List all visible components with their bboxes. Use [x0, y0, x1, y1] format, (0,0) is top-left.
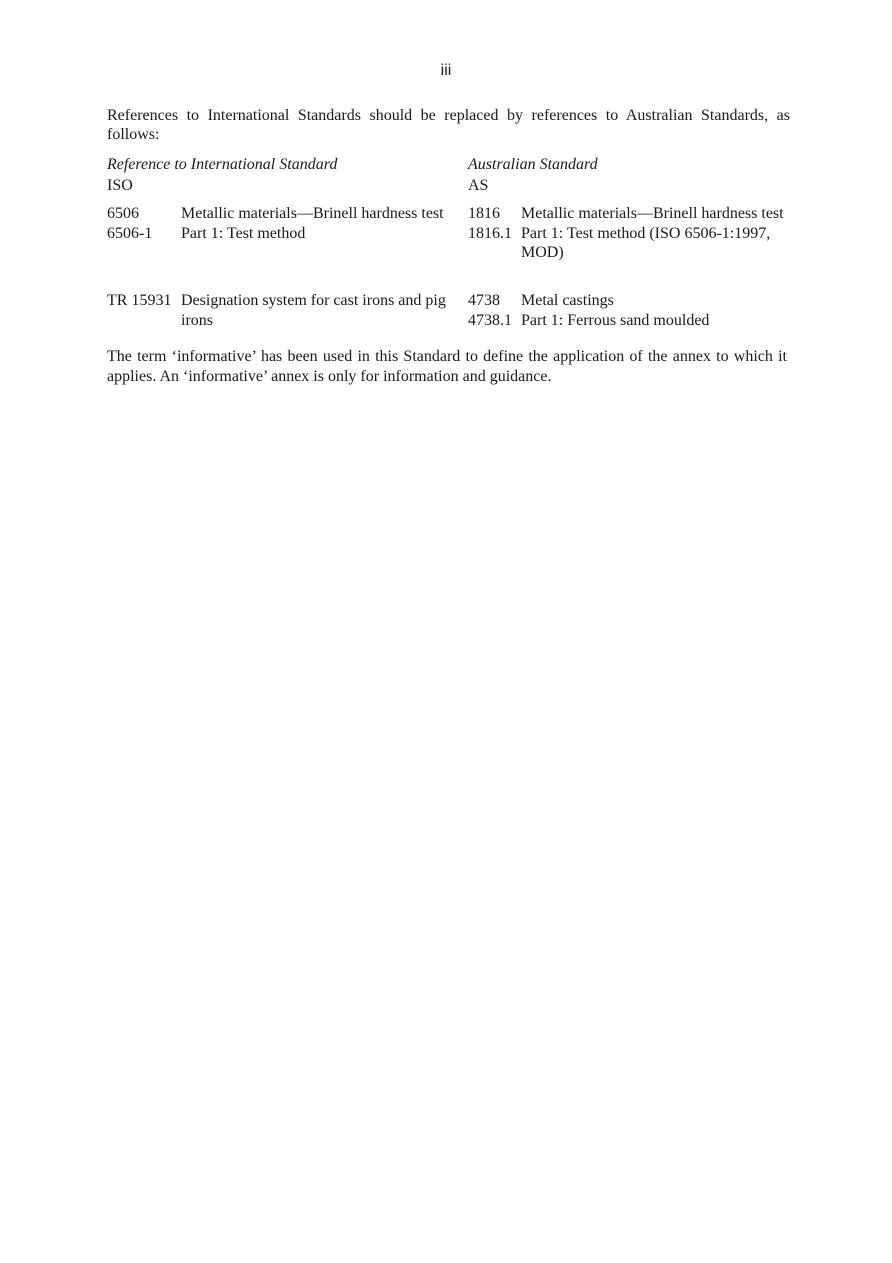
iso-code: 6506-1 — [107, 224, 153, 242]
iso-entry — [107, 224, 452, 244]
iso-entry — [107, 291, 452, 330]
iso-column-heading — [107, 154, 467, 196]
as-title: Part 1: Ferrous sand moulded — [521, 311, 710, 329]
as-entry — [468, 291, 798, 311]
as-entry — [468, 311, 798, 331]
as-code: 1816.1 — [468, 224, 512, 242]
as-references — [468, 291, 798, 330]
as-code: 4738 — [468, 292, 500, 309]
iso-title: Designation system for cast irons and pig irons — [181, 292, 446, 329]
as-title: Part 1: Test method (ISO 6506-1:1997, MOD) — [521, 224, 771, 261]
as-entry — [468, 224, 798, 263]
iso-references — [107, 291, 452, 330]
as-entry — [468, 204, 798, 224]
iso-references — [107, 204, 452, 243]
iso-label: ISO — [107, 177, 133, 194]
informative-note-paragraph: The term ‘informative’ has been used in this Standard to define the application of the annex to which it applies. An ‘informative’ annex is only for information and guidance. — [107, 348, 787, 385]
as-code: 4738.1 — [468, 311, 512, 329]
iso-title: Metallic materials—Brinell hardness test — [181, 205, 444, 222]
intro-paragraph: References to International Standards should be replaced by references to Australian Standards, as follows: — [107, 107, 790, 143]
page-number: iii — [440, 62, 452, 79]
iso-heading: Reference to International Standard — [107, 156, 338, 173]
as-title: Metallic materials—Brinell hardness test — [521, 205, 784, 222]
as-code: 1816 — [468, 205, 500, 222]
as-column-heading — [468, 154, 788, 196]
as-references — [468, 204, 798, 263]
iso-code: TR 15931 — [107, 292, 172, 309]
iso-code: 6506 — [107, 205, 139, 222]
as-title: Metal castings — [521, 292, 614, 309]
iso-entry — [107, 204, 452, 224]
as-heading: Australian Standard — [468, 156, 598, 173]
as-label: AS — [468, 177, 489, 194]
iso-title: Part 1: Test method — [181, 224, 306, 242]
